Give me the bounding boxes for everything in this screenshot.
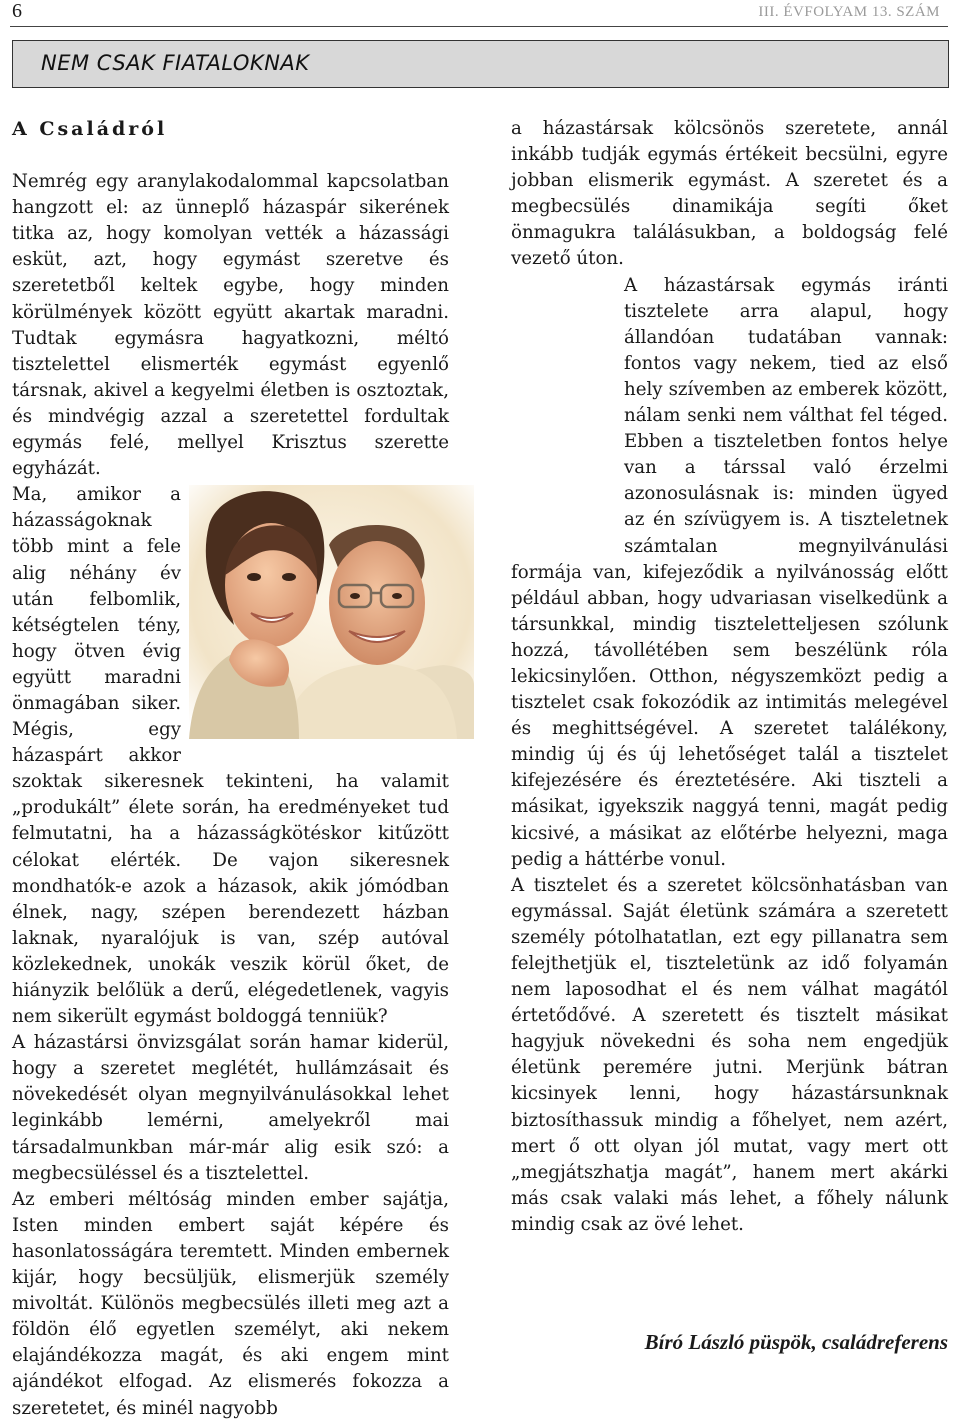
article-paragraph: A házastársi önvizsgálat során hamar kiderül, hogy a szeretet meglétét, hullámzásait és növekedését olyan megnyilvánulásokkal lehet leginkább lemérni, amelyekről mai társadalmunkban már-már alig esik szó: a megbecsüléssel és a tisztelettel. [12,1032,449,1184]
author-signature: Bíró László püspök, családreferens [644,1330,948,1354]
article-paragraph: a házastársak kölcsönös szeretete, annál inkább tudják egymás értékeit becsülni, egyre jobban elismerik egymást. A szeretet és a megbecsülés dinamikája segíti őket önmagukra találásukban, a boldogság felé vezető úton. [511,118,948,270]
photo-spacer [511,276,616,559]
article-paragraph: Az emberi méltóság minden ember sajátja, Isten minden embert saját képére és hasonlatosságára teremtett. Minden embernek kijár, hogy becsüljük, elismerjük személy mivoltát. Különös megbecsülés illeti meg azt a földön élő egyetlen személyt, aki nekem elajándékozza magát, és aki engem mint ajándékot elfogad. Az elismerés fokozza a szeretetet, és minél nagyobb [12,1188,449,1419]
article-column-left [12,116,449,1422]
section-banner [12,40,949,88]
issue-label: III. ÉVFOLYAM 13. SZÁM [758,4,940,20]
article-title: A Családról [12,118,168,140]
article-paragraph: A tisztelet és a szeretet kölcsönhatásban van egymással. Saját életünk számára a szeretett személy pótolhatatlan, ezt egy pillanatra sem felejthetjük el, tiszteletünk az idő folyamán nem laposodhat el és nem válhat magától értetődővé. A szeretett és tisztelt másikat hagyjuk növekedni és soha nem engedjük életünk peremére jutni. Merjünk bátran kicsinyek lenni, hogy házastársunknak biztosíthassuk mindig a főhelyet, nem azért, mert ő ott olyan jól mutat, vagy mert ott „megjátszhatja magát”, hanem mert akárki más csak valaki más lehet, a főhely nálunk mindig csak az övé lehet. [511,874,948,1235]
banner-title: NEM CSAK FIATALOKNAK [41,51,310,75]
couple-photo-image [189,485,474,739]
article-paragraph: Ma, amikor a házasságoknak több mint a fele alig néhány év után felbomlik, kétségtelen tény, hogy ötven évig együtt maradni önmagában siker. Mégis, egy házaspárt akkor szoktak sikeresnek tekinteni, ha valamit „produkált” élete során, ha eredményeket tud felmutatni, ha a házasságkötéskor kitűzött célokat elérték. De vajon sikeresnek mondhatók-e azok a házasok, akik jómódban élnek, nagy, szépen berendezett házban laknak, nyaralójuk is van, szép autóval közlekednek, unokák veszik körül őket, de hiányzik belőlük a derű, elégedetlenek, vagyis nem sikerült egymást boldoggá tenniük? [12,484,449,1028]
article-paragraph: Nemrég egy aranylakodalommal kapcsolatban hangzott el: az ünneplő házaspár sikerének titka az, hogy komolyan vették a házassági esküt, azt, hogy egymást szeretve és szeretetből keltek egybe, hogy minden körülmények között együtt akartak maradni. Tudtak egymásra hagyatkozni, méltó tisztelettel elismerték egymást egyenlő társnak, akivel a kegyelmi életben is osztoztak, és mindvégig azzal a szeretettel fordultak egymás felé, mellyel Krisztus szerette egyházát. [12,171,449,480]
couple-photo [189,485,474,739]
article-paragraph: A házastársak egymás iránti tisztelete arra alapul, hogy állandóan tudatában vannak: fontos vagy nekem, tied az első hely szívemben az emberek között, nálam senki nem válthat fel téged. Ebben a tiszteletben fontos helye van a társsal való érzelmi azonosulásnak is: minden ügyed az én szívügyem is. A tiszteletnek számtalan megnyilvánulási formája van, kifejeződik a nyilvánosság előtt például abban, hogy udvariasan viselkedünk a társunkkal, mindig tiszteletteljesen szólunk hozzá, távollétében sem beszélünk róla lekicsinylően. Otthon, négyszemközt pedig a tisztelet csak fokozódik az intimitás melegével és meghittségével. A szeretet találékony, mindig új és új lehetőséget talál a tisztelet kifejezésére és éreztetésére. Aki tiszteli a másikat, igyekszik naggyá tenni, magát pedig kicsivé, a másikat az előtérbe helyezni, maga pedig a háttérbe vonul. [511,274,948,870]
page-number: 6 [12,0,22,22]
article-column-right [511,116,948,1238]
page-header [10,0,948,27]
